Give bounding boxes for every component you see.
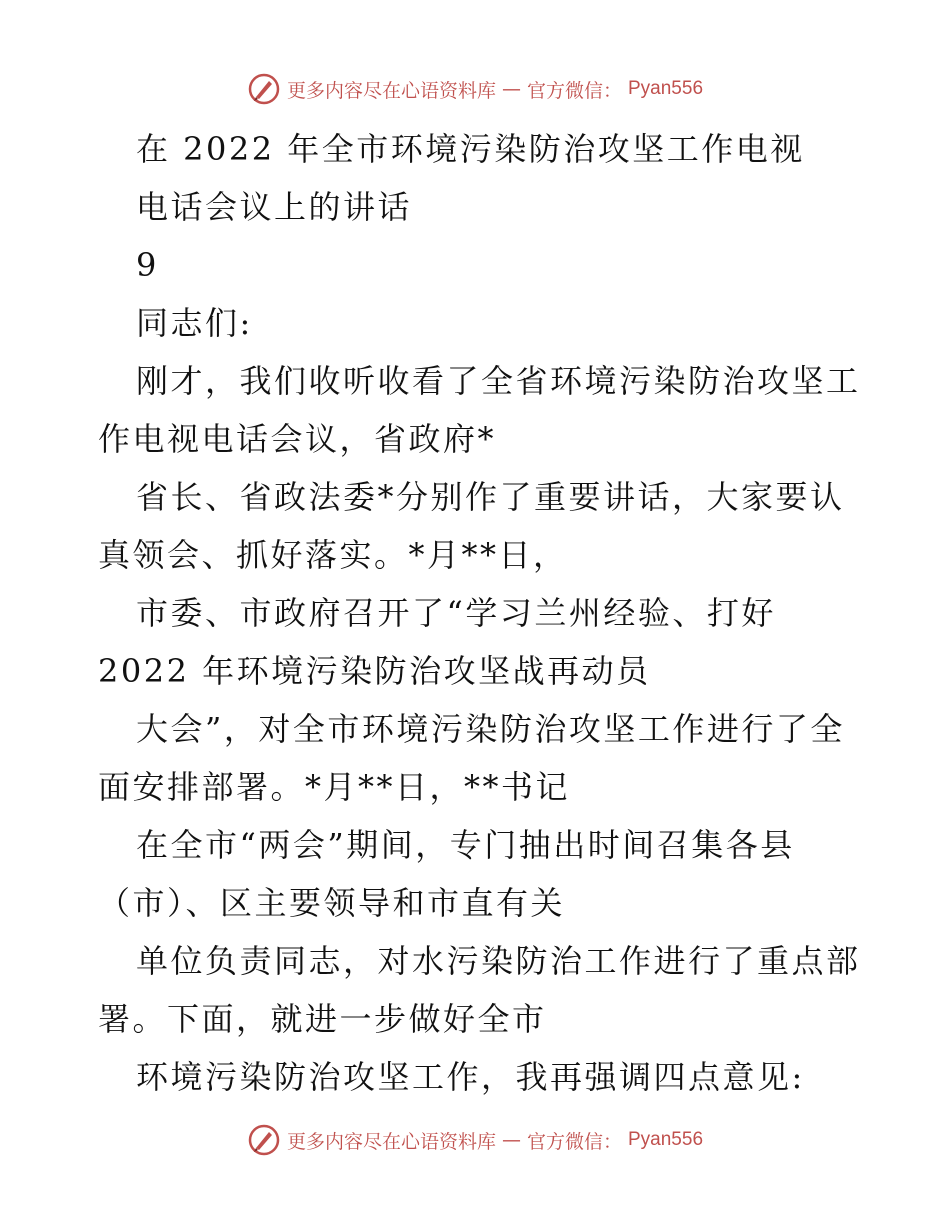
doc-number: 9 (136, 246, 159, 284)
paragraph-line: 署。下面，就进一步做好全市 (98, 1000, 547, 1038)
watermark-footer (0, 1123, 950, 1157)
watermark-text: 更多内容尽在心语资料库 (286, 1130, 496, 1153)
watermark-wechat-id: Pyan556 (628, 1129, 704, 1150)
paragraph-line: 作电视电话会议，省政府* (98, 420, 497, 458)
title-line-1: 在 2022 年全市环境污染防治攻坚工作电视 (136, 130, 805, 168)
quill-pen-icon (247, 1123, 281, 1157)
watermark-separator: — (501, 1129, 521, 1151)
paragraph-line: 大会”，对全市环境污染防治攻坚工作进行了全 (136, 710, 845, 748)
paragraph-line: 真领会、抓好落实。*月**日， (98, 536, 568, 574)
watermark-wechat-label: 官方微信： (526, 1130, 622, 1153)
title-line-2: 电话会议上的讲话 (136, 188, 413, 226)
quill-pen-icon (247, 72, 281, 106)
watermark-wechat-label: 官方微信： (526, 79, 622, 102)
watermark-header (0, 72, 950, 106)
paragraph-line: 市委、市政府召开了“学习兰州经验、打好 (136, 594, 776, 632)
paragraph-line: 面安排部署。*月**日，**书记 (98, 768, 571, 806)
paragraph-line: 省长、省政法委*分别作了重要讲话，大家要认 (136, 478, 845, 516)
paragraph-line: 刚才，我们收听收看了全省环境污染防治攻坚工 (136, 362, 861, 400)
salutation: 同志们: (136, 304, 253, 342)
watermark-separator: — (501, 78, 521, 100)
document-body (98, 120, 861, 1106)
paragraph-line: 环境污染防治攻坚工作，我再强调四点意见: (136, 1058, 805, 1096)
watermark-text: 更多内容尽在心语资料库 (286, 79, 496, 102)
paragraph-line: 单位负责同志，对水污染防治工作进行了重点部 (136, 942, 861, 980)
paragraph-line: （市）、区主要领导和市直有关 (98, 884, 566, 922)
watermark-wechat-id: Pyan556 (628, 78, 704, 99)
paragraph-line: 在全市“两会”期间，专门抽出时间召集各县 (136, 826, 795, 864)
paragraph-line: 2022 年环境污染防治攻坚战再动员 (98, 652, 651, 690)
